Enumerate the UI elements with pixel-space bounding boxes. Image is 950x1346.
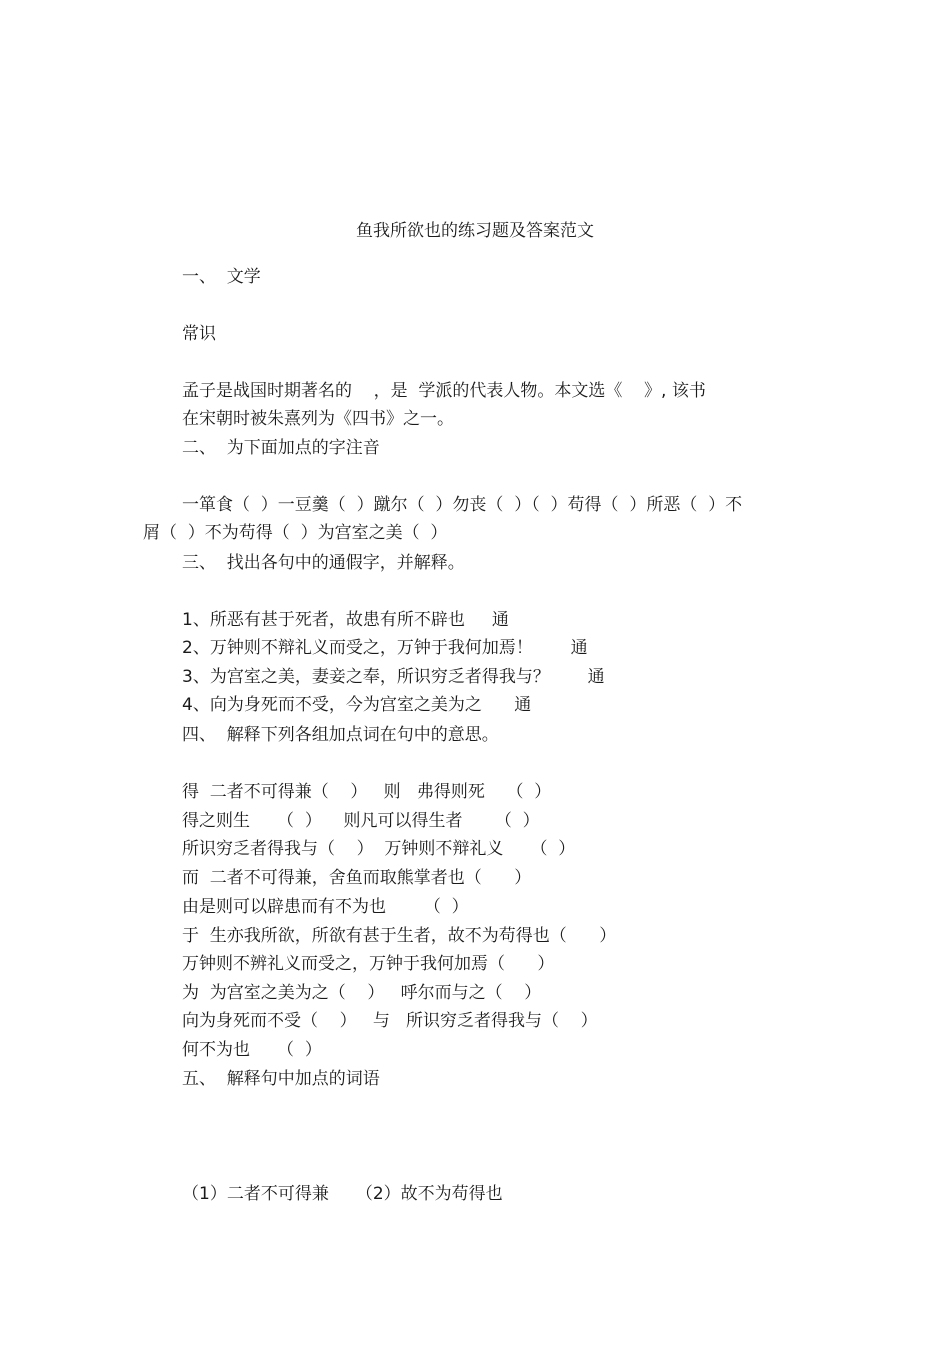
section5-line1: （1）二者不可得兼 （2）故不为苟得也	[182, 1184, 503, 1204]
section4-item: 万钟则不辨礼义而受之，万钟于我何加焉（ ）	[182, 954, 555, 974]
section3-item: 1、所恶有甚于死者，故患有所不辟也 通	[182, 610, 509, 630]
section1-heading: 一、 文学	[182, 267, 261, 287]
section4-item: 得 二者不可得兼（ ） 则 弗得则死 （ ）	[182, 782, 552, 802]
section4-item: 所识穷乏者得我与（ ） 万钟则不辩礼义 （ ）	[182, 839, 576, 859]
section4-item: 于 生亦我所欲，所欲有甚于生者，故不为苟得也（ ）	[182, 926, 617, 946]
section3-item: 3、为宫室之美，妻妾之奉，所识穷乏者得我与？ 通	[182, 667, 605, 687]
section2-heading: 二、 为下面加点的字注音	[182, 438, 380, 458]
section5-heading: 五、 解释句中加点的词语	[182, 1069, 380, 1089]
section4-item: 由是则可以辟患而有不为也 （ ）	[182, 897, 469, 917]
section3-item: 2、万钟则不辩礼义而受之，万钟于我何加焉！ 通	[182, 638, 588, 658]
section4-heading: 四、 解释下列各组加点词在句中的意思。	[182, 725, 499, 745]
section1-text-line1: 孟子是战国时期著名的 ，是 学派的代表人物。本文选《 》, 该书	[182, 381, 706, 401]
section3-heading: 三、 找出各句中的通假字，并解释。	[182, 553, 465, 573]
section4-item: 为 为宫室之美为之（ ） 呼尔而与之（ ）	[182, 983, 542, 1003]
section1-heading-cont: 常识	[182, 324, 216, 344]
section4-item: 而 二者不可得兼，舍鱼而取熊掌者也（ ）	[182, 868, 532, 888]
section4-item: 向为身死而不受（ ） 与 所识穷乏者得我与（ ）	[182, 1011, 598, 1031]
section4-item: 得之则生 （ ） 则凡可以得生者 （ ）	[182, 811, 540, 831]
section2-line1: 一箪食（ ）一豆羹（ ）蹴尔（ ）勿丧（ ）（ ）苟得（ ）所恶（ ）不	[182, 495, 743, 515]
section2-line2: 屑（ ）不为苟得（ ）为宫室之美（ ）	[143, 523, 448, 543]
section4-item: 何不为也 （ ）	[182, 1040, 322, 1060]
page-title: 鱼我所欲也的练习题及答案范文	[356, 221, 594, 241]
section1-text-line2: 在宋朝时被朱熹列为《四书》之一。	[182, 409, 454, 429]
section3-item: 4、向为身死而不受，今为宫室之美为之 通	[182, 695, 532, 715]
